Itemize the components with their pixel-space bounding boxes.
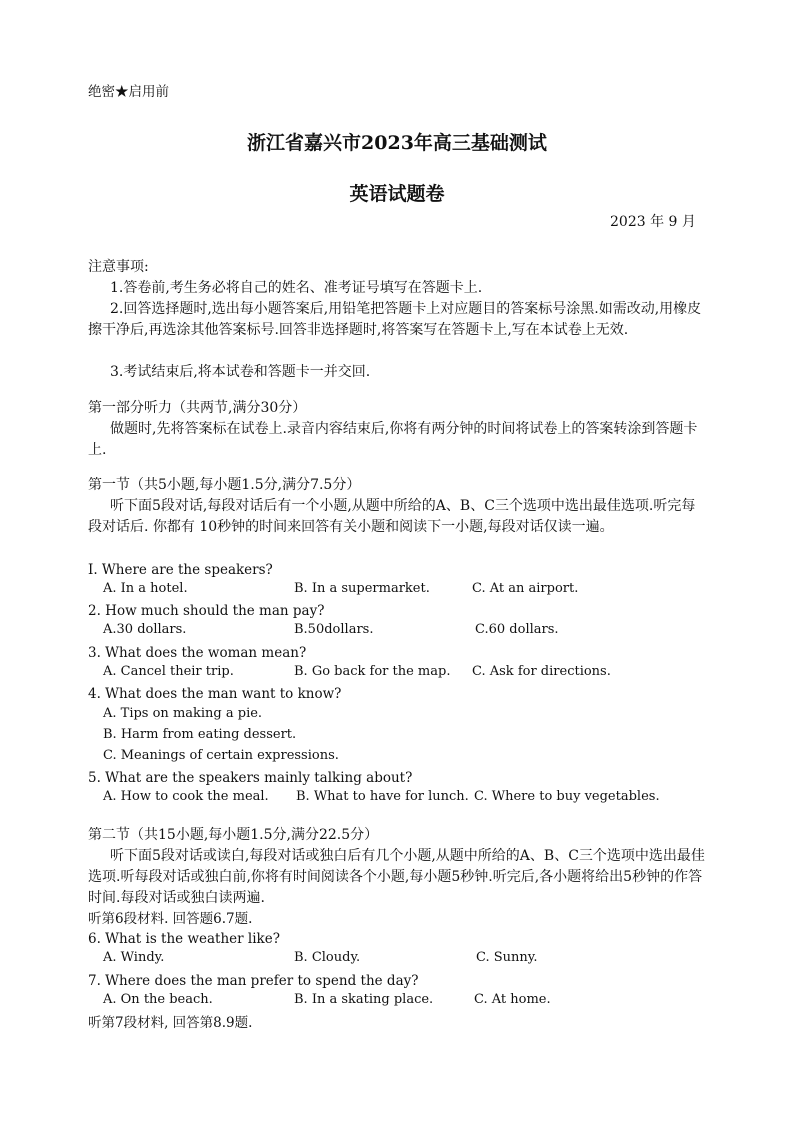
question-6: 6. What is the weather like?: [88, 931, 280, 947]
question-3: 3. What does the woman mean?: [88, 645, 307, 661]
material-7-label: 听第7段材料, 回答第8.9题.: [88, 1015, 253, 1031]
question-4: 4. What does the man want to know?: [88, 686, 342, 702]
question-7-option-a: A. On the beach.: [103, 992, 213, 1007]
question-3-option-b: B. Go back for the map.: [294, 664, 451, 679]
question-2: 2. How much should the man pay?: [88, 603, 325, 619]
section1-heading: 第一节（共5小题,每小题1.5分,满分7.5分）: [88, 477, 361, 493]
question-2-option-c: C.60 dollars.: [475, 622, 559, 637]
question-4-option-c: C. Meanings of certain expressions.: [103, 748, 339, 763]
part1-instruction: 做题时,先将答案标在试卷上.录音内容结束后,你将有两分钟的时间将试卷上的答案转涂到答题卡上.: [88, 421, 698, 458]
section1-instruction: 听下面5段对话,每段对话后有一个小题,从题中所给的A、B、C三个选项中选出最佳选项.听完每段对话后. 你都有 10秒钟的时间来回答有关小题和阅读下一小题,每段对话仅读一遍。: [88, 498, 696, 535]
material-6-label: 听第6段材料. 回答题6.7题.: [88, 911, 253, 927]
question-1-option-c: C. At an airport.: [472, 581, 579, 596]
question-2-option-a: A.30 dollars.: [103, 622, 187, 637]
question-7-option-c: C. At home.: [474, 992, 551, 1007]
question-6-option-a: A. Windy.: [103, 950, 165, 965]
exam-title: 浙江省嘉兴市2023年高三基础测试: [247, 132, 547, 154]
question-1-option-b: B. In a supermarket.: [294, 581, 430, 596]
section2-heading: 第二节（共15小题,每小题1.5分,满分22.5分）: [88, 827, 379, 843]
notice-heading: 注意事项:: [88, 259, 149, 275]
question-7: 7. Where does the man prefer to spend the day?: [88, 973, 419, 989]
notice-item-2: 2.回答选择题时,选出每小题答案后,用铅笔把答题卡上对应题目的答案标号涂黑.如需改动,用橡皮擦干净后,再选涂其他答案标号.回答非选择题时,将答案写在答题卡上,写在本试卷上无效.: [88, 301, 702, 338]
secret-mark: 绝密★启用前: [88, 84, 169, 100]
question-1: I. Where are the speakers?: [88, 562, 273, 578]
notice-item-3: 3.考试结束后,将本试卷和答题卡一并交回.: [110, 364, 371, 380]
part1-heading: 第一部分听力（共两节,满分30分）: [88, 400, 307, 416]
exam-date: 2023 年 9 月: [610, 214, 696, 230]
question-7-option-b: B. In a skating place.: [294, 992, 434, 1007]
question-5-option-a: A. How to cook the meal.: [103, 789, 269, 804]
question-4-option-a: A. Tips on making a pie.: [103, 706, 263, 721]
question-5-option-b: B. What to have for lunch.: [296, 789, 469, 804]
notice-item-1: 1.答卷前,考生务必将自己的姓名、准考证号填写在答题卡上.: [110, 280, 483, 296]
section2-instruction: 听下面5段对话或读白,每段对话或独白后有几个小题,从题中所给的A、B、C三个选项中选出最佳选项.听每段对话或独白前,你将有时间阅读各个小题,每小题5秒钟.听完后,各小题将给出5秒钟的作答时间.每段对话或独白读两遍.: [88, 848, 705, 906]
question-1-option-a: A. In a hotel.: [103, 581, 188, 596]
question-4-option-b: B. Harm from eating dessert.: [103, 727, 297, 742]
exam-subtitle: 英语试题卷: [349, 183, 445, 205]
question-6-option-b: B. Cloudy.: [294, 950, 361, 965]
question-2-option-b: B.50dollars.: [294, 622, 374, 637]
question-5: 5. What are the speakers mainly talking about?: [88, 770, 413, 786]
question-3-option-a: A. Cancel their trip.: [103, 664, 234, 679]
question-6-option-c: C. Sunny.: [476, 950, 538, 965]
question-3-option-c: C. Ask for directions.: [472, 664, 611, 679]
question-5-option-c: C. Where to buy vegetables.: [474, 789, 660, 804]
